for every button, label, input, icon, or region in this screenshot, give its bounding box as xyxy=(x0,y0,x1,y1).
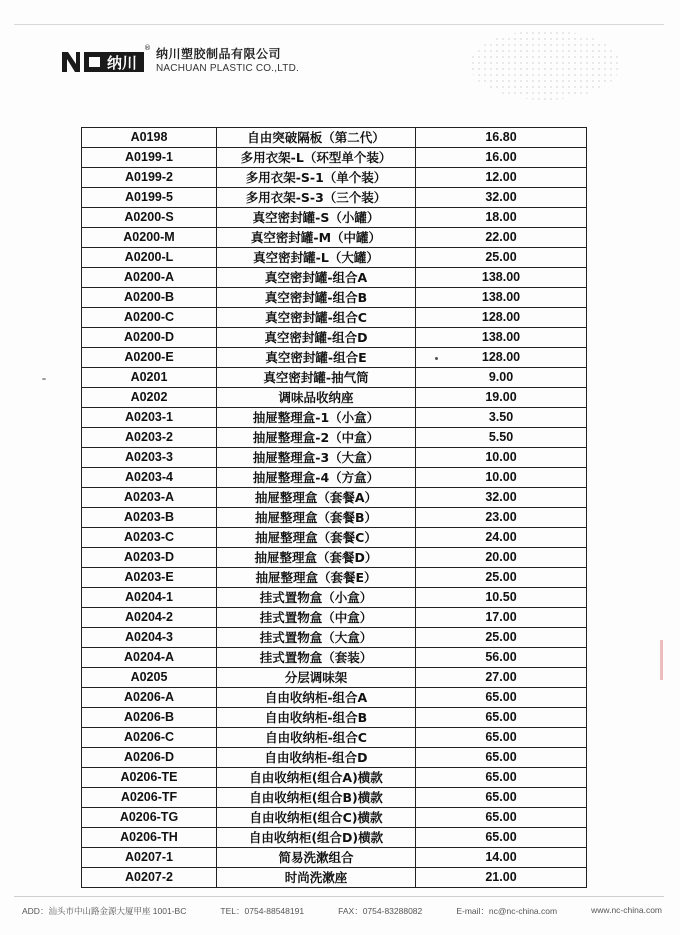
product-code-cell: A0200-C xyxy=(82,308,217,328)
product-code-cell: A0201 xyxy=(82,368,217,388)
product-price-cell: 16.00 xyxy=(416,148,587,168)
product-price-cell: 12.00 xyxy=(416,168,587,188)
product-price-cell: 65.00 xyxy=(416,748,587,768)
table-row xyxy=(82,648,587,668)
table-row xyxy=(82,348,587,368)
product-price-cell: 128.00 xyxy=(416,308,587,328)
product-name-cell: 时尚洗漱座 xyxy=(217,868,416,888)
table-row xyxy=(82,448,587,468)
table-row xyxy=(82,288,587,308)
product-code-cell: A0206-B xyxy=(82,708,217,728)
table-row xyxy=(82,228,587,248)
product-name-cell: 自由收纳柜(组合D)横款 xyxy=(217,828,416,848)
product-code-cell: A0206-TE xyxy=(82,768,217,788)
table-row xyxy=(82,788,587,808)
product-name-cell: 真空密封罐-组合B xyxy=(217,288,416,308)
product-code-cell: A0206-TF xyxy=(82,788,217,808)
table-row xyxy=(82,268,587,288)
table-row xyxy=(82,128,587,148)
product-name-cell: 真空密封罐-组合E xyxy=(217,348,416,368)
product-code-cell: A0206-C xyxy=(82,728,217,748)
product-code-cell: A0203-4 xyxy=(82,468,217,488)
product-code-cell: A0207-2 xyxy=(82,868,217,888)
product-name-cell: 抽屉整理盒（套餐D） xyxy=(217,548,416,568)
product-price-cell: 65.00 xyxy=(416,728,587,748)
product-name-cell: 自由收纳柜(组合B)横款 xyxy=(217,788,416,808)
scan-speck xyxy=(42,378,46,380)
table-row xyxy=(82,408,587,428)
product-name-cell: 真空密封罐-组合C xyxy=(217,308,416,328)
table-row xyxy=(82,668,587,688)
footer-tel: TEL：0754-88548191 xyxy=(220,906,305,916)
product-name-cell: 自由收纳柜-组合D xyxy=(217,748,416,768)
product-code-cell: A0203-D xyxy=(82,548,217,568)
product-name-cell: 抽屉整理盒-1（小盒） xyxy=(217,408,416,428)
product-name-cell: 自由突破隔板（第二代） xyxy=(217,128,416,148)
top-divider xyxy=(14,24,664,25)
company-logo xyxy=(60,44,151,76)
table-row xyxy=(82,468,587,488)
company-name-block xyxy=(156,47,299,75)
product-price-cell: 32.00 xyxy=(416,488,587,508)
product-code-cell: A0200-S xyxy=(82,208,217,228)
product-name-cell: 挂式置物盒（套装） xyxy=(217,648,416,668)
table-row xyxy=(82,208,587,228)
product-price-cell: 56.00 xyxy=(416,648,587,668)
footer-contact xyxy=(22,905,662,919)
product-price-cell: 9.00 xyxy=(416,368,587,388)
product-code-cell: A0203-1 xyxy=(82,408,217,428)
table-row xyxy=(82,328,587,348)
company-name-cn: 纳川塑胶制品有限公司 xyxy=(156,47,282,61)
product-price-cell: 128.00 xyxy=(416,348,587,368)
product-price-cell: 23.00 xyxy=(416,508,587,528)
scan-edge-mark xyxy=(660,640,663,680)
product-code-cell: A0206-A xyxy=(82,688,217,708)
table-row xyxy=(82,588,587,608)
product-price-cell: 138.00 xyxy=(416,288,587,308)
table-row xyxy=(82,708,587,728)
product-name-cell: 抽屉整理盒-3（大盒） xyxy=(217,448,416,468)
company-name-en: NACHUAN PLASTIC CO.,LTD. xyxy=(156,63,299,74)
table-row xyxy=(82,608,587,628)
product-name-cell: 多用衣架-S-3（三个装） xyxy=(217,188,416,208)
table-row xyxy=(82,488,587,508)
product-name-cell: 挂式置物盒（大盒） xyxy=(217,628,416,648)
product-price-cell: 16.80 xyxy=(416,128,587,148)
product-code-cell: A0207-1 xyxy=(82,848,217,868)
product-price-cell: 65.00 xyxy=(416,808,587,828)
product-name-cell: 多用衣架-L（环型单个装） xyxy=(217,148,416,168)
table-row xyxy=(82,748,587,768)
product-code-cell: A0200-D xyxy=(82,328,217,348)
product-price-cell: 65.00 xyxy=(416,768,587,788)
bottom-divider xyxy=(14,896,664,897)
table-row xyxy=(82,188,587,208)
footer-website[interactable]: www.nc-china.com xyxy=(591,905,662,915)
product-code-cell: A0199-1 xyxy=(82,148,217,168)
footer-fax: FAX：0754-83288082 xyxy=(338,906,423,916)
product-name-cell: 自由收纳柜(组合C)横款 xyxy=(217,808,416,828)
product-code-cell: A0200-A xyxy=(82,268,217,288)
product-code-cell: A0205 xyxy=(82,668,217,688)
table-row xyxy=(82,308,587,328)
table-row xyxy=(82,688,587,708)
table-row xyxy=(82,508,587,528)
product-price-cell: 27.00 xyxy=(416,668,587,688)
product-name-cell: 真空密封罐-组合A xyxy=(217,268,416,288)
product-name-cell: 真空密封罐-M（中罐） xyxy=(217,228,416,248)
table-row xyxy=(82,548,587,568)
product-code-cell: A0203-2 xyxy=(82,428,217,448)
product-code-cell: A0204-A xyxy=(82,648,217,668)
product-name-cell: 抽屉整理盒-2（中盒） xyxy=(217,428,416,448)
product-price-cell: 24.00 xyxy=(416,528,587,548)
table-row xyxy=(82,368,587,388)
product-name-cell: 自由收纳柜-组合B xyxy=(217,708,416,728)
product-price-cell: 65.00 xyxy=(416,828,587,848)
product-name-cell: 挂式置物盒（小盒） xyxy=(217,588,416,608)
product-code-cell: A0200-M xyxy=(82,228,217,248)
price-table xyxy=(81,127,587,888)
scan-speck xyxy=(435,357,438,360)
product-name-cell: 调味品收纳座 xyxy=(217,388,416,408)
product-name-cell: 抽屉整理盒（套餐A） xyxy=(217,488,416,508)
product-price-cell: 65.00 xyxy=(416,788,587,808)
product-name-cell: 自由收纳柜-组合C xyxy=(217,728,416,748)
product-price-cell: 32.00 xyxy=(416,188,587,208)
product-name-cell: 真空密封罐-组合D xyxy=(217,328,416,348)
product-price-cell: 10.00 xyxy=(416,448,587,468)
table-row xyxy=(82,568,587,588)
product-price-cell: 21.00 xyxy=(416,868,587,888)
product-code-cell: A0202 xyxy=(82,388,217,408)
product-code-cell: A0203-A xyxy=(82,488,217,508)
decorative-dot-pattern xyxy=(470,30,620,100)
product-name-cell: 自由收纳柜-组合A xyxy=(217,688,416,708)
product-price-cell: 3.50 xyxy=(416,408,587,428)
product-name-cell: 真空密封罐-L（大罐） xyxy=(217,248,416,268)
product-code-cell: A0200-E xyxy=(82,348,217,368)
product-name-cell: 抽屉整理盒（套餐C） xyxy=(217,528,416,548)
product-name-cell: 抽屉整理盒（套餐B） xyxy=(217,508,416,528)
product-code-cell: A0198 xyxy=(82,128,217,148)
product-name-cell: 挂式置物盒（中盒） xyxy=(217,608,416,628)
product-name-cell: 简易洗漱组合 xyxy=(217,848,416,868)
price-table-body xyxy=(82,128,587,888)
product-price-cell: 19.00 xyxy=(416,388,587,408)
product-price-cell: 10.50 xyxy=(416,588,587,608)
product-price-cell: 14.00 xyxy=(416,848,587,868)
product-code-cell: A0200-B xyxy=(82,288,217,308)
product-name-cell: 抽屉整理盒-4（方盒） xyxy=(217,468,416,488)
table-row xyxy=(82,148,587,168)
product-code-cell: A0204-2 xyxy=(82,608,217,628)
product-code-cell: A0200-L xyxy=(82,248,217,268)
product-price-cell: 10.00 xyxy=(416,468,587,488)
product-name-cell: 多用衣架-S-1（单个装） xyxy=(217,168,416,188)
product-name-cell: 真空密封罐-抽气筒 xyxy=(217,368,416,388)
product-code-cell: A0199-5 xyxy=(82,188,217,208)
table-row xyxy=(82,808,587,828)
product-price-cell: 65.00 xyxy=(416,708,587,728)
product-code-cell: A0206-D xyxy=(82,748,217,768)
product-code-cell: A0206-TH xyxy=(82,828,217,848)
product-price-cell: 17.00 xyxy=(416,608,587,628)
product-price-cell: 20.00 xyxy=(416,548,587,568)
product-price-cell: 138.00 xyxy=(416,328,587,348)
product-code-cell: A0204-3 xyxy=(82,628,217,648)
product-code-cell: A0203-E xyxy=(82,568,217,588)
product-name-cell: 真空密封罐-S（小罐） xyxy=(217,208,416,228)
product-price-cell: 18.00 xyxy=(416,208,587,228)
table-row xyxy=(82,428,587,448)
product-name-cell: 分层调味架 xyxy=(217,668,416,688)
product-price-cell: 138.00 xyxy=(416,268,587,288)
product-code-cell: A0199-2 xyxy=(82,168,217,188)
table-row xyxy=(82,168,587,188)
registered-mark-icon: ® xyxy=(144,44,151,52)
product-price-cell: 25.00 xyxy=(416,628,587,648)
table-row xyxy=(82,628,587,648)
svg-text:纳川: 纳川 xyxy=(106,54,138,72)
product-code-cell: A0204-1 xyxy=(82,588,217,608)
product-price-cell: 22.00 xyxy=(416,228,587,248)
product-name-cell: 抽屉整理盒（套餐E） xyxy=(217,568,416,588)
product-price-cell: 25.00 xyxy=(416,568,587,588)
product-code-cell: A0203-B xyxy=(82,508,217,528)
table-row xyxy=(82,848,587,868)
table-row xyxy=(82,868,587,888)
product-code-cell: A0203-C xyxy=(82,528,217,548)
footer-email[interactable]: E-mail：nc@nc-china.com xyxy=(456,906,558,916)
table-row xyxy=(82,248,587,268)
product-name-cell: 自由收纳柜(组合A)横款 xyxy=(217,768,416,788)
footer-address: ADD：汕头市中山路金源大厦甲座 1001-BC xyxy=(22,906,187,916)
table-row xyxy=(82,728,587,748)
letterhead xyxy=(60,44,299,78)
product-code-cell: A0206-TG xyxy=(82,808,217,828)
product-code-cell: A0203-3 xyxy=(82,448,217,468)
product-price-cell: 5.50 xyxy=(416,428,587,448)
product-price-cell: 25.00 xyxy=(416,248,587,268)
table-row xyxy=(82,768,587,788)
table-row xyxy=(82,388,587,408)
product-price-cell: 65.00 xyxy=(416,688,587,708)
table-row xyxy=(82,528,587,548)
table-row xyxy=(82,828,587,848)
